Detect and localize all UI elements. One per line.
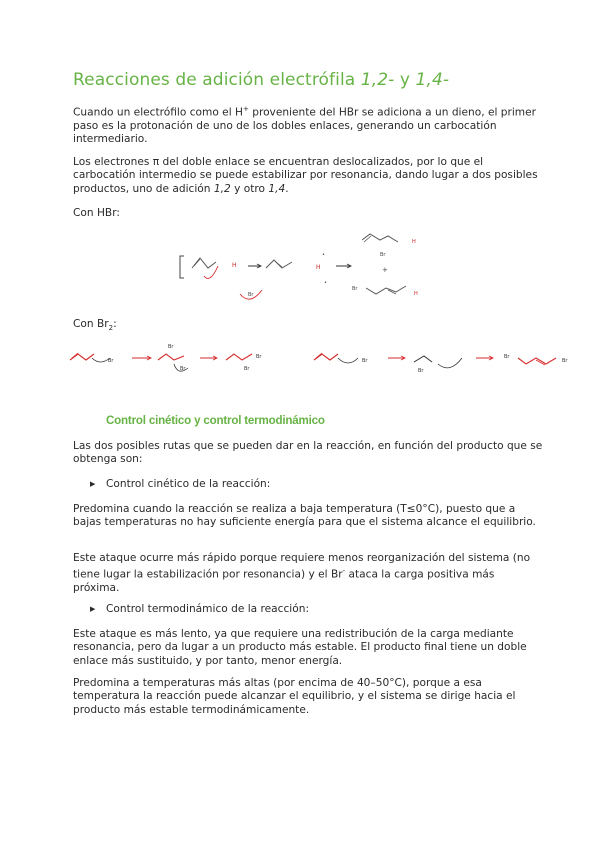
- hbr-label: Con HBr:: [73, 207, 120, 219]
- br2-scheme-label: Br: [418, 368, 424, 374]
- hbr-scheme-label: +: [382, 266, 388, 274]
- section-heading: Control cinético y control termodinámico: [106, 414, 325, 427]
- br2-scheme-label: Br: [180, 366, 186, 372]
- kinetic-paragraph-1: Predomina cuando la reacción se realiza a baja temperatura (T≤0°C), puesto que a bajas temperaturas no hay suficiente energía para que el sistema alcance el equilibrio.: [73, 503, 536, 529]
- bullet-thermodynamic: ▶ Control termodinámico de la reacción:: [90, 603, 310, 615]
- hbr-reaction-scheme: [170, 226, 440, 308]
- br2-label: Con $Br_2$:: [73, 318, 117, 333]
- svg-text:•: •: [322, 252, 325, 258]
- kinetic-paragraph-2: Este ataque ocurre más rápido porque requiere menos reorganización del sistema (no tiene lugar la estabilización por resonancia) y el Br- ataca la carga positiva más próxima.: [73, 552, 531, 595]
- br2-reaction-scheme: [66, 336, 586, 384]
- br2-scheme-label: Br: [244, 366, 250, 372]
- section-intro: Las dos posibles rutas que se pueden dar en la reacción, en función del producto que se obtenga son:: [73, 440, 543, 466]
- thermo-paragraph-2: Predomina a temperaturas más altas (por encima de 40–50°C), porque a esa temperatura la reacción puede alcanzar el equilibrio, y el sistema se dirige hacia el producto más estable termodinámicamente.: [73, 677, 516, 716]
- triangle-right-icon: ▶: [90, 480, 96, 488]
- br2-scheme-label: Br: [362, 358, 368, 364]
- intro-paragraph-2: Los electrones π del doble enlace se encuentran deslocalizados, por lo que el carbocatión intermedio se puede estabilizar por resonancia, dando lugar a dos posibles productos, uno de adición 1,2 y otro 1,4.: [73, 156, 538, 195]
- svg-text:H: H: [414, 291, 418, 297]
- br2-scheme-label: Br: [504, 354, 510, 360]
- thermo-paragraph-1: Este ataque es más lento, ya que requiere una redistribución de la carga mediante resonancia, pero da lugar a un producto más estable. El producto final tiene un doble enlace más sustituido, y por tanto, menor energía.: [73, 628, 527, 667]
- triangle-right-icon: ▶: [90, 605, 96, 613]
- br2-scheme-label: Br: [562, 358, 568, 364]
- page-title: Reacciones de adición electrófila 1,2- y 1,4-: [73, 70, 450, 90]
- hbr-scheme-label: H: [316, 264, 321, 271]
- bullet-kinetic: ▶ Control cinético de la reacción:: [90, 478, 271, 490]
- br2-scheme-label: Br: [108, 358, 114, 364]
- br2-scheme-label: Br: [256, 354, 262, 360]
- hbr-scheme-label: Br: [380, 252, 386, 258]
- hbr-scheme-label: H: [232, 262, 237, 269]
- svg-text:•: •: [324, 280, 327, 286]
- intro-paragraph-1: Cuando un electrófilo como el H+ proveniente del HBr se adiciona a un dieno, el primer paso es la protonación de uno de los dobles enlaces, generando un carbocatión intermediario.: [73, 105, 536, 146]
- hbr-scheme-label: Br: [352, 286, 358, 292]
- br2-scheme-label: Br: [168, 344, 174, 350]
- hbr-scheme-label: H: [412, 239, 416, 245]
- hbr-scheme-label: Br: [248, 292, 254, 298]
